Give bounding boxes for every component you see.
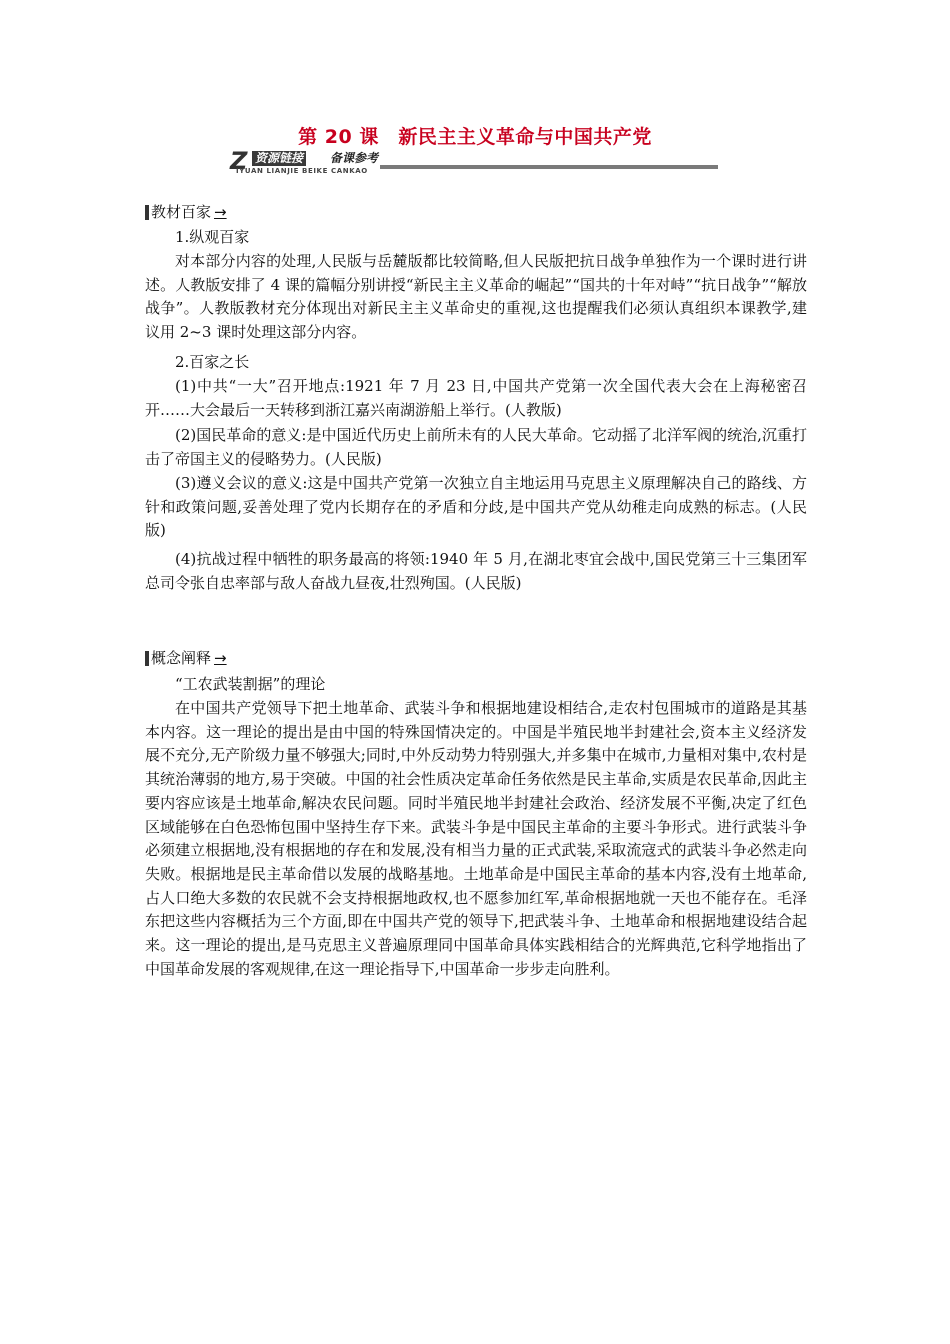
list-item: (4)抗战过程中牺牲的职务最高的将领:1940 年 5 月,在湖北枣宜会战中,国民党第三十三集团军总司令张自忠率部与敌人奋战九昼夜,壮烈殉国。(人民版) <box>145 550 807 592</box>
banner-rule <box>380 165 718 169</box>
subsection-title: 1.纵观百家 <box>175 228 250 246</box>
paragraph-concept: 在中国共产党领导下把土地革命、武装斗争和根据地建设相结合,走农村包围城市的道路是其基本内容。这一理论的提出是由中国的特殊国情决定的。中国是半殖民地半封建社会,资本主义经济发展不充分,无产阶级力量不够强大;同时,中外反动势力特别强大,并多集中在城市,力量相对集中,农村是其统治薄弱的地方,易于突破。中国的社会性质决定革命任务依然是民主革命,实质是农民革命,因此主要内容应该是土地革命,解决农民问题。同时半殖民地半封建社会政治、经济发展不平衡,决定了红色区域能够在白色恐怖包围中坚持生存下来。武装斗争是中国民主革命的主要斗争形式。进行武装斗争必须建立根据地,没有根据地的存在和发展,没有相当力量的正式武装,采取流寇式的武装斗争必然走向失败。根据地是民主革命借以发展的战略基地。土地革命是中国民主革命的基本内容,没有土地革命,占人口绝大多数的农民就不会支持根据地政权,也不愿参加红军,革命根据地就一天也不能存在。毛泽东把这些内容概括为三个方面,即在中国共产党的领导下,把武装斗争、土地革命和根据地建设结合起来。这一理论的提出,是马克思主义普遍原理同中国革命具体实践相结合的光辉典范,它科学地指出了中国革命发展的客观规律,在这一理论指导下,中国革命一步步走向胜利。 <box>145 699 807 978</box>
section-marker <box>145 651 149 666</box>
subsection-title: 2.百家之长 <box>175 353 250 371</box>
section-heading-label: 概念阐释 <box>151 649 212 667</box>
banner-logo-letter: Z <box>230 147 248 175</box>
section-marker <box>145 205 149 220</box>
resource-banner <box>230 149 720 179</box>
list-item: (1)中共“一大”召开地点:1921 年 7 月 23 日,中国共产党第一次全国代表大会在上海秘密召开……大会最后一天转移到浙江嘉兴南湖游船上举行。(人教版) <box>145 377 807 419</box>
page-title: 第 20 课 新民主主义革命与中国共产党 <box>298 126 652 148</box>
banner-label: 资源链接 <box>252 151 306 166</box>
list-item: (2)国民革命的意义:是中国近代历史上前所未有的人民大革命。它动摇了北洋军阀的统治,沉重打击了帝国主义的侵略势力。(人民版) <box>145 426 807 468</box>
banner-pinyin: IYUAN LIANJIE BEIKE CANKAO <box>236 167 368 175</box>
arrow-right-icon: → <box>214 203 227 221</box>
section-heading-textbooks <box>145 202 227 222</box>
arrow-right-icon: → <box>214 649 227 667</box>
paragraph-overview: 对本部分内容的处理,人民版与岳麓版都比较简略,但人民版把抗日战争单独作为一个课时进行讲述。人教版安排了 4 课的篇幅分别讲授“新民主主义革命的崛起”“国共的十年对峙”“抗日战争”“解放战争”。人教版教材充分体现出对新民主主义革命史的重视,这也提醒我们必须认真组织本课教学,建议用 2~3 课时处理这部分内容。 <box>145 252 807 342</box>
concept-title: “工农武装割据”的理论 <box>175 675 326 693</box>
section-heading-concepts <box>145 648 227 668</box>
list-item: (3)遵义会议的意义:这是中国共产党第一次独立自主地运用马克思主义原理解决自己的路线、方针和政策问题,妥善处理了党内长期存在的矛盾和分歧,是中国共产党从幼稚走向成熟的标志。(人民版) <box>145 474 807 540</box>
section-heading-label: 教材百家 <box>151 203 212 221</box>
banner-subtitle: 备课参考 <box>330 151 379 165</box>
